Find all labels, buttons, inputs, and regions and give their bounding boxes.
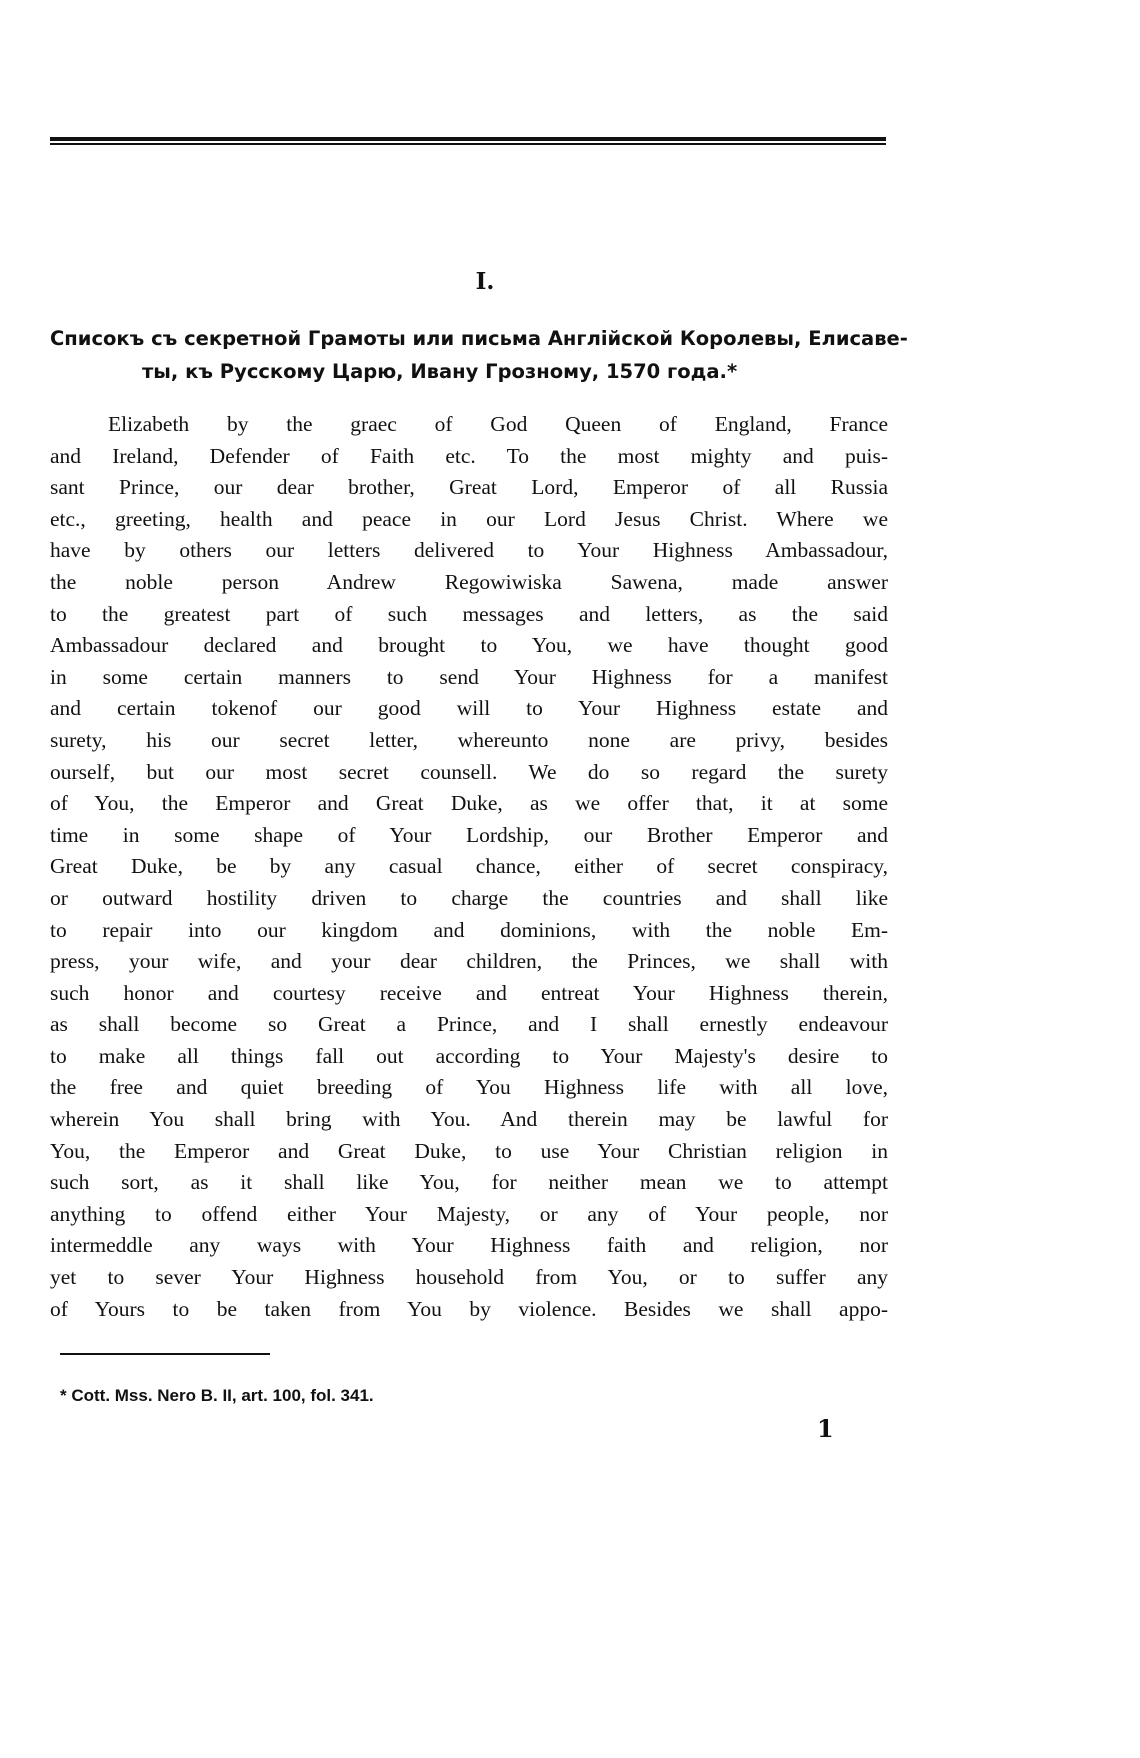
text-line: yet to sever Your Highness household from You, or to suffer any — [50, 1265, 888, 1290]
text-line: such honor and courtesy receive and entreat Your Highness therein, — [50, 980, 888, 1005]
section-number: I. — [475, 268, 495, 295]
text-line: and Ireland, Defender of Faith etc. To the most mighty and puis- — [50, 443, 888, 468]
text-line: as shall become so Great a Prince, and I shall ernestly endeavour — [50, 1012, 888, 1037]
text-line: Ambassadour declared and brought to You, we have thought good — [50, 633, 888, 658]
document-heading — [50, 322, 908, 388]
text-line: of Yours to be taken from You by violence. Besides we shall appo- — [50, 1296, 888, 1321]
heading-line: ты, къ Русскому Царю, Ивану Грозному, 1570 года.* — [142, 360, 738, 383]
footnote: * Cott. Mss. Nero B. II, art. 100, fol. 341. — [60, 1386, 374, 1405]
text-line: to make all things fall out according to Your Majesty's desire to — [50, 1043, 888, 1068]
text-line: or outward hostility driven to charge the countries and shall like — [50, 885, 888, 910]
text-line: You, the Emperor and Great Duke, to use Your Christian religion in — [50, 1138, 888, 1163]
text-line: wherein You shall bring with You. And therein may be lawful for — [50, 1107, 888, 1132]
text-line: to the greatest part of such messages and letters, as the said — [50, 601, 888, 626]
text-line: and certain tokenof our good will to Your Highness estate and — [50, 696, 888, 721]
text-line: to repair into our kingdom and dominions, with the noble Em- — [50, 917, 888, 942]
text-line: the free and quiet breeding of You Highness life with all love, — [50, 1075, 888, 1100]
top-rule — [50, 137, 886, 141]
text-line: Elizabeth by the graec of God Queen of England, France — [108, 412, 888, 436]
text-line: intermeddle any ways with Your Highness faith and religion, nor — [50, 1233, 888, 1258]
footnote-rule — [60, 1353, 270, 1355]
text-line: Great Duke, be by any casual chance, either of secret conspiracy, — [50, 854, 888, 879]
text-line: surety, his our secret letter, whereunto none are privy, besides — [50, 727, 888, 752]
text-line: time in some shape of Your Lordship, our Brother Emperor and — [50, 822, 888, 847]
text-line: etc., greeting, health and peace in our Lord Jesus Christ. Where we — [50, 506, 888, 531]
text-line: of You, the Emperor and Great Duke, as we offer that, it at some — [50, 791, 888, 816]
text-line: ourself, but our most secret counsell. We do so regard the surety — [50, 759, 888, 784]
heading-line: Списокъ съ секретной Грамоты или письма Англійской Королевы, Елисаве- — [50, 327, 908, 350]
text-line: such sort, as it shall like You, for neither mean we to attempt — [50, 1170, 888, 1195]
page-number: 1 — [817, 1414, 834, 1443]
letter-body — [50, 409, 888, 1325]
text-line: press, your wife, and your dear children, the Princes, we shall with — [50, 949, 888, 974]
text-line: sant Prince, our dear brother, Great Lord, Emperor of all Russia — [50, 475, 888, 500]
top-rule-thin — [50, 143, 886, 145]
text-line: in some certain manners to send Your Highness for a manifest — [50, 664, 888, 689]
text-line: have by others our letters delivered to Your Highness Ambassadour, — [50, 538, 888, 563]
text-line: anything to offend either Your Majesty, or any of Your people, nor — [50, 1201, 888, 1226]
text-line: the noble person Andrew Regowiwiska Sawena, made answer — [50, 569, 888, 594]
